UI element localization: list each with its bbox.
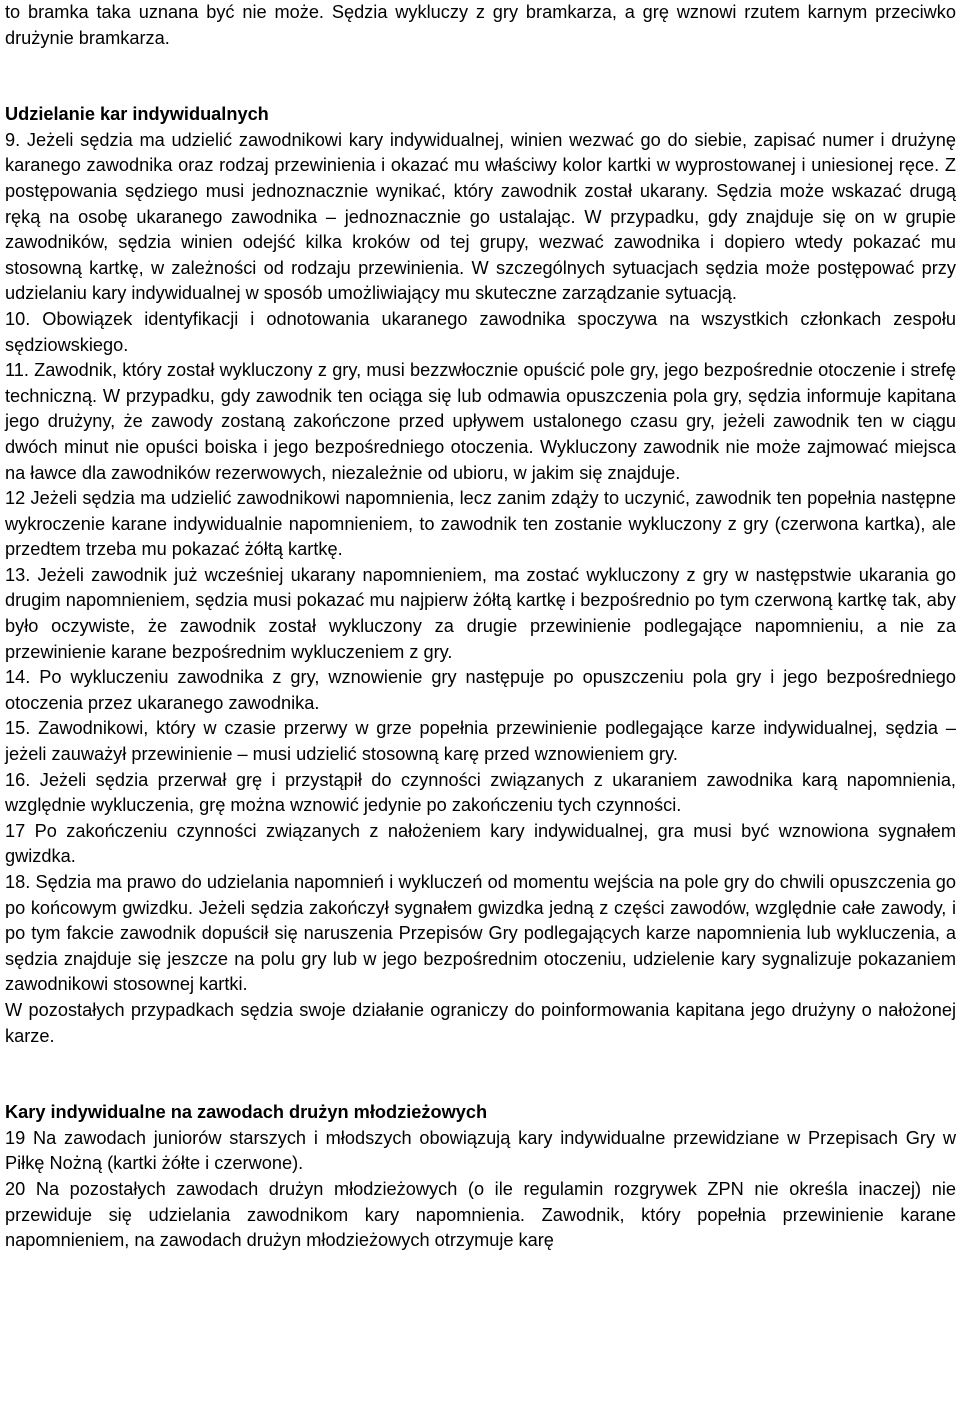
section-heading-individual-penalties: Udzielanie kar indywidualnych bbox=[5, 104, 269, 125]
document-page bbox=[5, 0, 956, 1254]
paragraph-9: 9. Jeżeli sędzia ma udzielić zawodnikowi kary indywidualnej, winien wezwać go do siebie, zapisać numer i drużynę karanego zawodnika oraz rodzaj przewinienia i okazać mu właściwy kolor kartki w wyprostowanej i uniesionej ręce. Z postępowania sędziego musi jednoznacznie wynikać, który zawodnik został ukarany. Sędzia może wskazać drugą ręką na osobę ukaranego zawodnika – jednoznacznie go ustalając. W przypadku, gdy znajduje się on w grupie zawodników, sędzia winien odejść kilka kroków od tej grupy, wezwać zawodnika i dopiero wtedy pokazać mu stosowną kartkę, w zależności od rodzaju przewinienia. W szczególnych sytuacjach sędzia może postępować przy udzielaniu kary indywidualnej w sposób umożliwiający mu skuteczne zarządzanie sytuacją. bbox=[5, 129, 956, 304]
spacer bbox=[5, 1049, 956, 1100]
paragraph-13: 13. Jeżeli zawodnik już wcześniej ukarany napomnieniem, ma zostać wykluczony z gry w następstwie ukarania go drugim napomnieniem, sędzia musi pokazać mu najpierw żółtą kartkę i bezpośrednio po tym czerwoną kartkę tak, aby było oczywiste, że zawodnik został wykluczony za drugie przewinienie podlegające napomnieniu, a nie za przewinienie karane bezpośrednim wykluczeniem z gry. bbox=[5, 564, 956, 662]
paragraph-10: 10. Obowiązek identyfikacji i odnotowania ukaranego zawodnika spoczywa na wszystkich członkach zespołu sędziowskiego. bbox=[5, 308, 956, 355]
paragraph-18-continued: W pozostałych przypadkach sędzia swoje działanie ograniczy do poinformowania kapitana jego drużyny o nałożonej karze. bbox=[5, 999, 956, 1046]
paragraph-top-fragment: to bramka taka uznana być nie może. Sędzia wykluczy z gry bramkarza, a grę wznowi rzutem karnym przeciwko drużynie bramkarza. bbox=[5, 2, 956, 48]
paragraph-20: 20 Na pozostałych zawodach drużyn młodzieżowych (o ile regulamin rozgrywek ZPN nie określa inaczej) nie przewiduje się udzielania zawodnikom kary napomnienia. Zawodnik, który popełnia przewinienie karane napomnieniem, na zawodach drużyn młodzieżowych otrzymuje karę bbox=[5, 1178, 956, 1251]
paragraph-19: 19 Na zawodach juniorów starszych i młodszych obowiązują kary indywidualne przewidziane w Przepisach Gry w Piłkę Nożną (kartki żółte i czerwone). bbox=[5, 1127, 956, 1174]
paragraph-17: 17 Po zakończeniu czynności związanych z nałożeniem kary indywidualnej, gra musi być wznowiona sygnałem gwizdka. bbox=[5, 820, 956, 867]
paragraph-15: 15. Zawodnikowi, który w czasie przerwy w grze popełnia przewinienie podlegające karze indywidualnej, sędzia – jeżeli zauważył przewinienie – musi udzielić stosowną karę przed wznowieniem gry. bbox=[5, 718, 956, 765]
paragraph-11: 11. Zawodnik, który został wykluczony z gry, musi bezzwłocznie opuścić pole gry, jego bezpośrednie otoczenie i strefę techniczną. W przypadku, gdy zawodnik ten ociąga się lub odmawia opuszczenia pola gry, sędzia informuje kapitana jego drużyny, że zawody zostaną zakończone przed upływem ustalonego czasu gry, jeżeli zawodnik ten w ciągu dwóch minut nie opuści boiska i jego bezpośredniego otoczenia. Wykluczony zawodnik nie może zajmować miejsca na ławce dla zawodników rezerwowych, niezależnie od ubioru, w jakim się znajduje. bbox=[5, 360, 956, 483]
paragraph-18: 18. Sędzia ma prawo do udzielania napomnień i wykluczeń od momentu wejścia na pole gry do chwili opuszczenia go po końcowym gwizdku. Jeżeli sędzia zakończył sygnałem gwizdka jedną z części zawodów, względnie całe zawody, i po tym fakcie zawodnik dopuścił się naruszenia Przepisów Gry podlegających karze napomnienia lub wykluczenia, a sędzia znajduje się jeszcze na polu gry lub w jego bezpośrednim otoczeniu, udzielenie kary sygnalizuje pokazaniem zawodnikowi stosownej kartki. bbox=[5, 872, 956, 995]
section-heading-youth-penalties: Kary indywidualne na zawodach drużyn młodzieżowych bbox=[5, 1102, 488, 1123]
spacer bbox=[5, 51, 956, 102]
paragraph-14: 14. Po wykluczeniu zawodnika z gry, wznowienie gry następuje po opuszczeniu pola gry i jego bezpośredniego otoczenia przez ukaranego zawodnika. bbox=[5, 667, 956, 713]
paragraph-16: 16. Jeżeli sędzia przerwał grę i przystąpił do czynności związanych z ukaraniem zawodnika karą napomnienia, względnie wykluczenia, grę można wznowić jedynie po zakończeniu tych czynności. bbox=[5, 769, 956, 816]
paragraph-12: 12 Jeżeli sędzia ma udzielić zawodnikowi napomnienia, lecz zanim zdąży to uczynić, zawodnik ten popełnia następne wykroczenie karane indywidualnie napomnieniem, to zawodnik ten zostanie wykluczony z gry (czerwona kartka), ale przedtem trzeba mu pokazać żółtą kartkę. bbox=[5, 488, 956, 560]
